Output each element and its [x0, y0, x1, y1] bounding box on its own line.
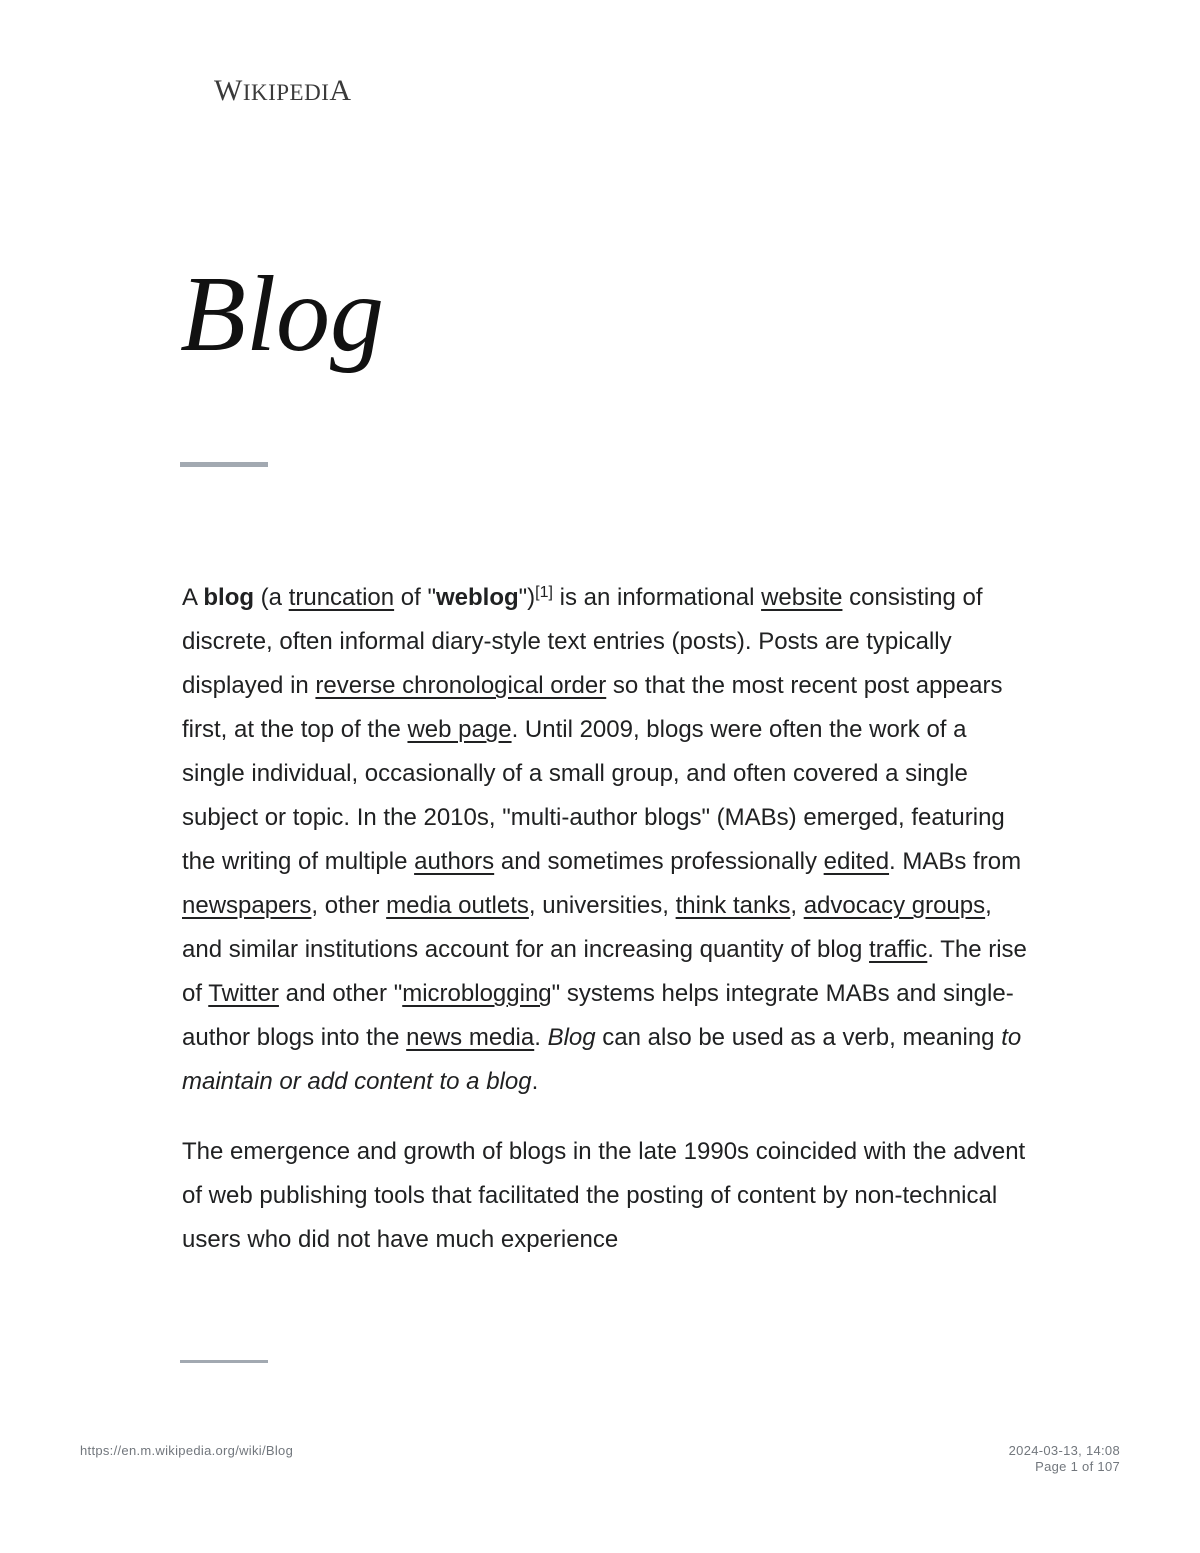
link-twitter[interactable]: Twitter: [208, 980, 279, 1007]
print-info: [1009, 1443, 1120, 1475]
link-truncation[interactable]: truncation: [288, 584, 395, 611]
article-body: [182, 576, 1032, 1288]
bold-term: weblog: [435, 584, 519, 611]
page-url[interactable]: https://en.m.wikipedia.org/wiki/Blog: [80, 1443, 294, 1458]
link-microblogging[interactable]: microblogging: [402, 980, 552, 1007]
print-datetime: 2024-03-13, 14:08: [1008, 1443, 1120, 1458]
link-web-page[interactable]: web page: [407, 716, 512, 743]
paragraph-2: The emergence and growth of blogs in the late 1990s coincided with the advent of web publishing tools that facilitated the posting of content by non-technical users who did not have much experience: [182, 1138, 1026, 1253]
page-title: Blog: [180, 255, 384, 374]
link-news-media[interactable]: news media: [406, 1024, 535, 1051]
reference-link[interactable]: [1]: [535, 584, 553, 601]
link-website[interactable]: website: [761, 584, 843, 611]
link-traffic[interactable]: traffic: [869, 936, 928, 963]
bold-term: blog: [203, 584, 255, 611]
link-reverse-chronological-order[interactable]: reverse chronological order: [315, 672, 607, 699]
link-media-outlets[interactable]: media outlets: [386, 892, 529, 919]
link-authors[interactable]: authors: [414, 848, 495, 875]
wikipedia-logo[interactable]: WIKIPEDIA: [214, 74, 352, 107]
link-advocacy-groups[interactable]: advocacy groups: [803, 892, 986, 919]
italic-term: Blog: [547, 1024, 596, 1051]
italic-phrase: to maintain or add content to a blog: [182, 1024, 1022, 1095]
link-edited[interactable]: edited: [823, 848, 890, 875]
link-think-tanks[interactable]: think tanks: [675, 892, 791, 919]
title-divider: [180, 462, 268, 467]
paragraph-1: A blog (a truncation of "weblog")[1] is an informational website consisting of discrete, often informal diary-style text entries (posts). Posts are typically displayed in reverse chronological order so that the most recent post appears first, at the top of the web page. Until 2009, blogs were often the work of a single individual, occasionally of a small group, and often covered a single subject or topic. In the 2010s, "multi-author blogs" (MABs) emerged, featuring the writing of multiple authors and sometimes professionally edited. MABs from newspapers, other media outlets, universities, think tanks, advocacy groups, and similar institutions account for an increasing quantity of blog traffic. The rise of Twitter and other "microblogging" systems helps integrate MABs and single-author blogs into the news media. Blog can also be used as a verb, meaning to maintain or add content to a blog.: [182, 584, 1027, 1095]
footer-divider: [180, 1360, 268, 1363]
page-number: Page 1 of 107: [1035, 1459, 1120, 1474]
link-newspapers[interactable]: newspapers: [182, 892, 312, 919]
